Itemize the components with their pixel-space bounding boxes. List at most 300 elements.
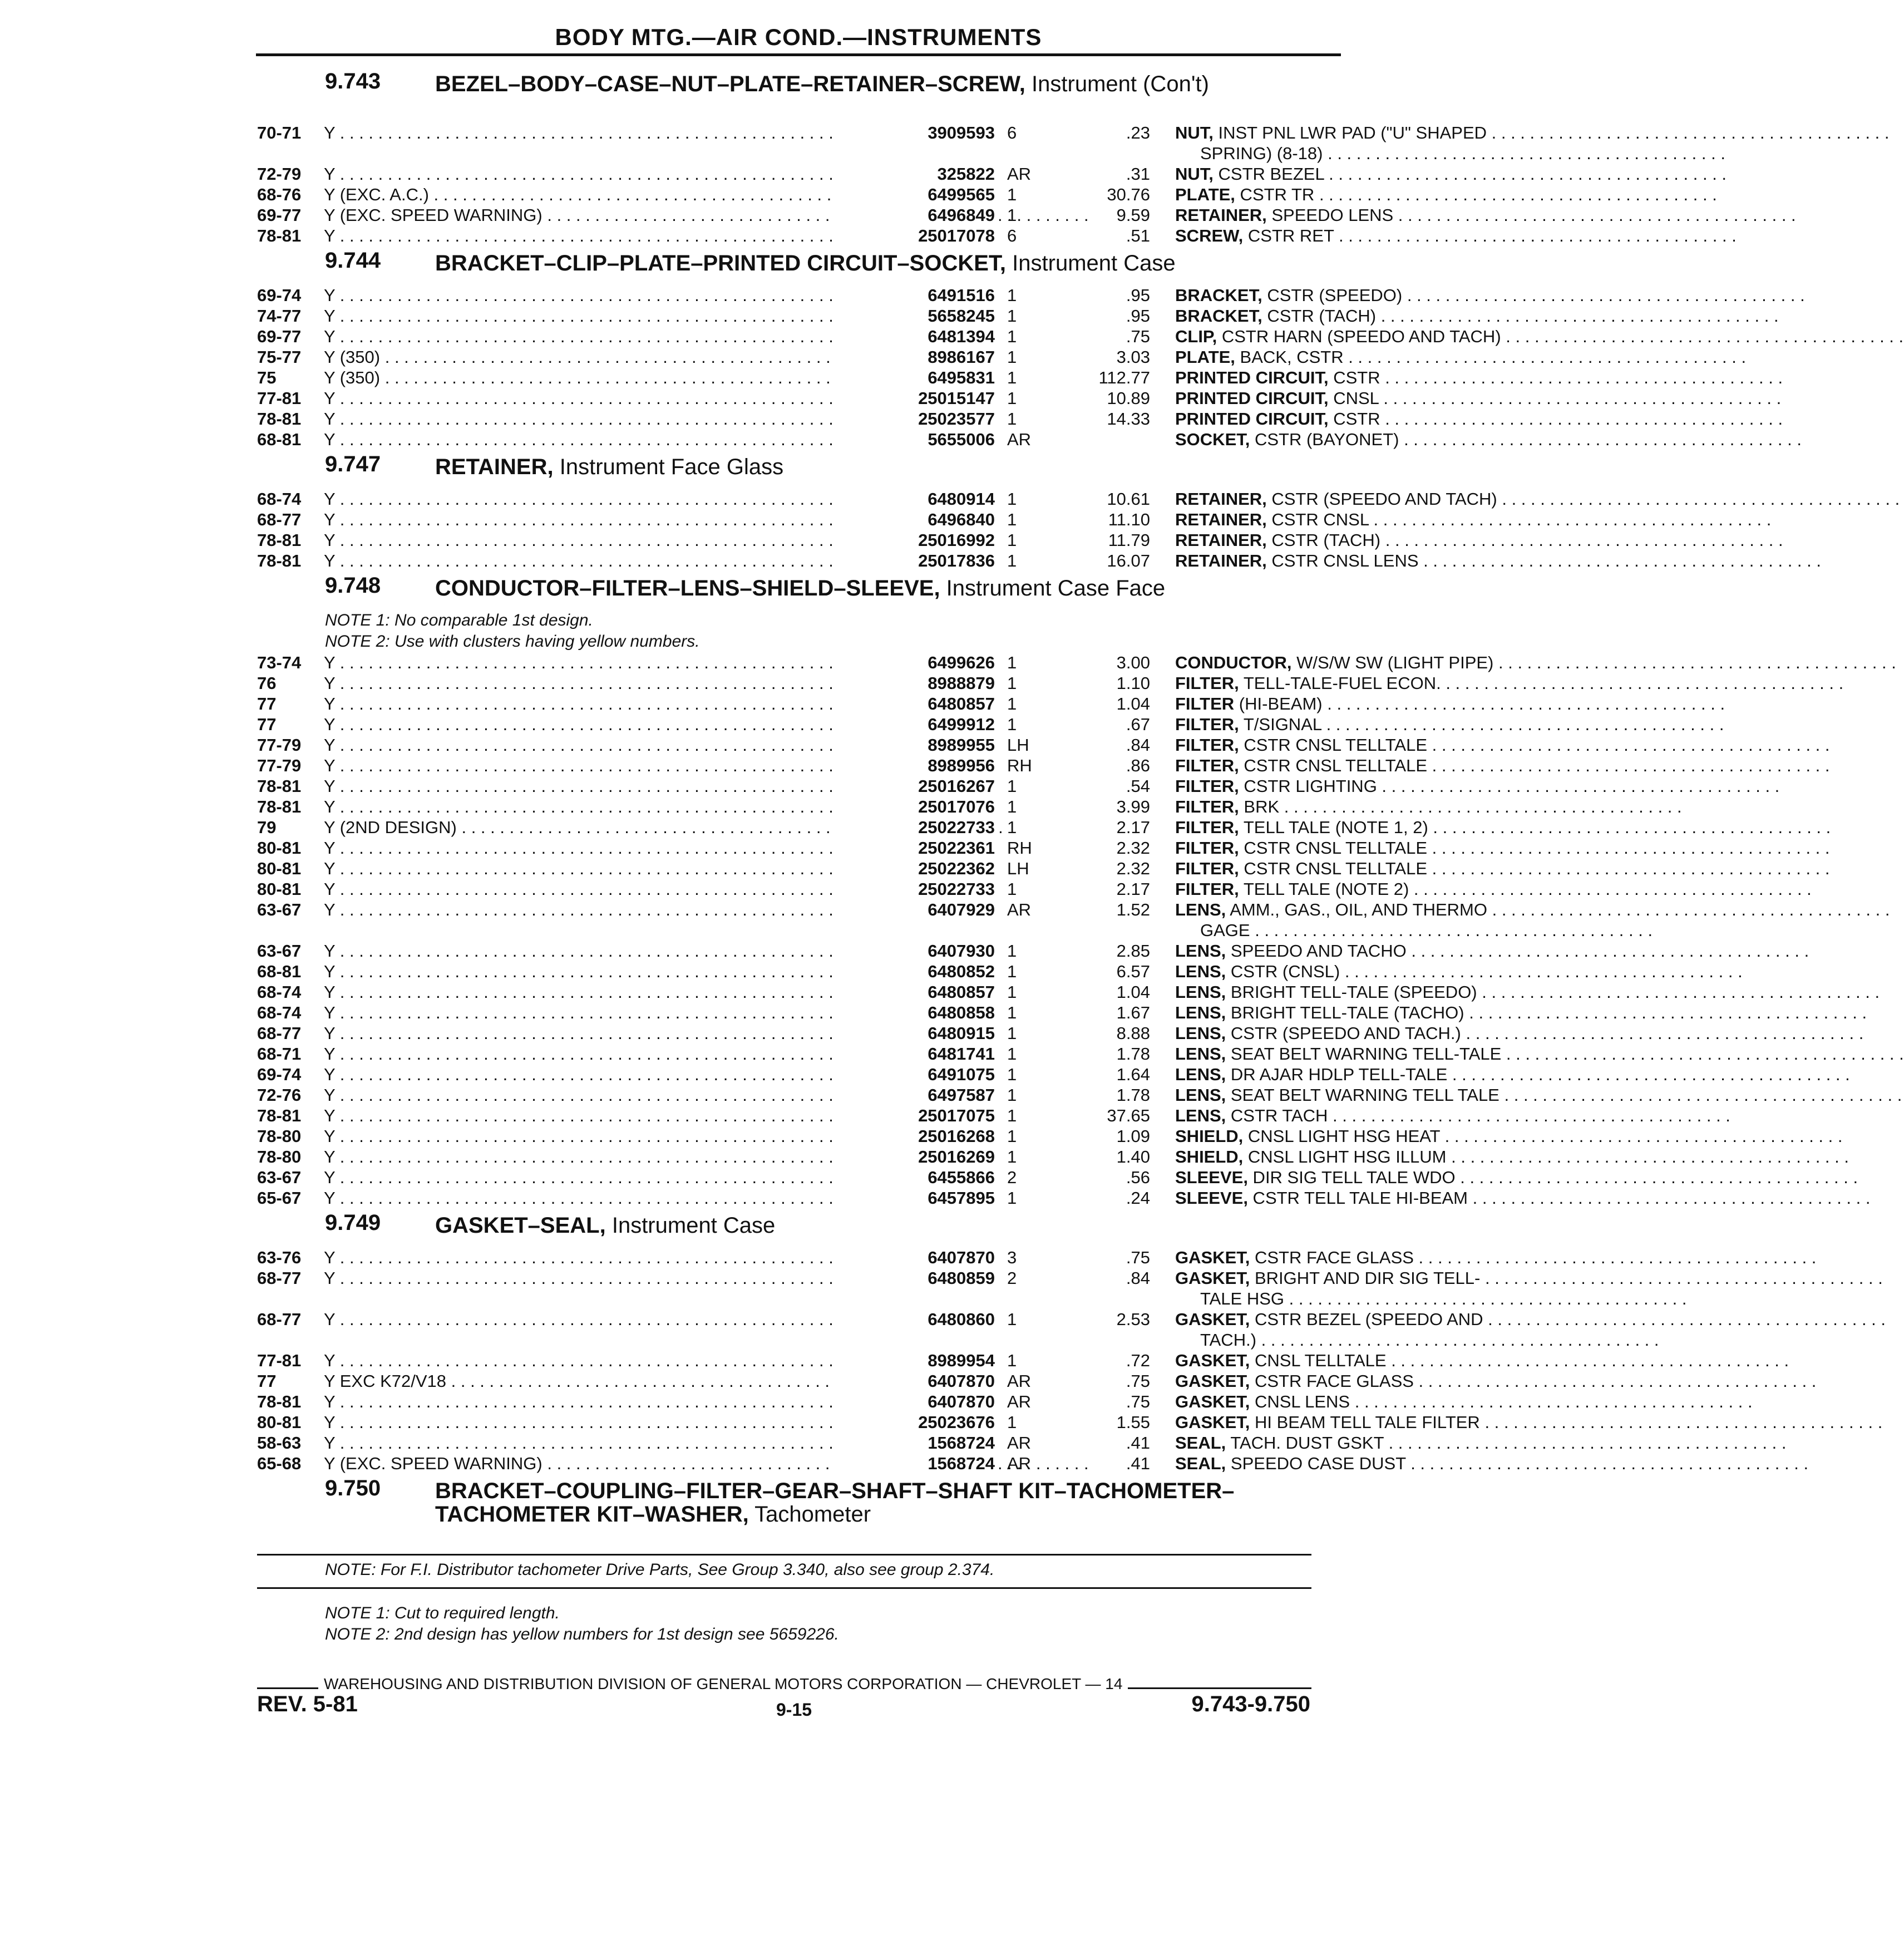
quantity: 1 [1007, 818, 1017, 837]
part-description [1175, 1391, 1570, 1412]
section-number: 9.749 [325, 1210, 381, 1235]
price: .24 [1126, 1188, 1150, 1208]
part-description [1175, 776, 1570, 796]
part-detail: CSTR CNSL TELLTALE [1239, 838, 1428, 858]
part-detail: CNSL TELLTALE [1250, 1351, 1387, 1370]
part-number: 6499912 [836, 714, 995, 735]
model-code: Y . . . [324, 530, 847, 550]
section-title-rest: Instrument Face Glass [553, 455, 784, 479]
part-detail: BRK [1239, 797, 1280, 816]
part-number: 25016267 [836, 776, 995, 796]
part-detail: CSTR (SPEEDO AND TACH.) [1226, 1023, 1461, 1043]
model-years: 74-77 [257, 306, 302, 326]
table-row [257, 225, 1334, 246]
model-code: Y . . . [324, 1309, 847, 1330]
table-row [257, 1391, 1350, 1412]
price: 11.79 [1108, 530, 1150, 550]
section-title-bold: CONDUCTOR–FILTER–LENS–SHIELD–SLEEVE, [435, 576, 940, 601]
price: 1.40 [1116, 1147, 1150, 1166]
page-number: 9-15 [776, 1700, 812, 1720]
section-note-line: NOTE 1: No comparable 1st design. [325, 611, 593, 629]
part-detail: CSTR TR [1235, 185, 1315, 204]
table-row [257, 693, 1323, 714]
price: .75 [1126, 1248, 1150, 1267]
section-title [435, 72, 1270, 96]
model-years: 68-77 [257, 1310, 302, 1329]
quantity: LH [1007, 735, 1029, 755]
section-number: 9.748 [325, 573, 381, 598]
part-description [1175, 1146, 1570, 1167]
quantity: AR [1007, 1371, 1032, 1391]
quantity: 1 [1007, 347, 1017, 367]
part-description [1175, 367, 1570, 388]
part-number: 6480857 [836, 982, 995, 1002]
header-rule [256, 53, 1341, 56]
model-code: Y . . . [324, 489, 847, 509]
part-detail: CSTR (SPEEDO AND TACH) [1266, 489, 1497, 509]
part-name: LENS, [1175, 1023, 1226, 1043]
part-number: 6480914 [836, 489, 995, 509]
footnote-1: NOTE 1: Cut to required length. [325, 1604, 560, 1622]
price: .23 [1126, 123, 1150, 142]
section-title [435, 1479, 1270, 1526]
price: 2.17 [1116, 879, 1150, 899]
quantity: LH [1007, 859, 1029, 878]
model-years: 80-81 [257, 859, 302, 878]
part-number: 25023676 [836, 1412, 995, 1433]
part-number: 6407870 [836, 1247, 995, 1268]
model-years: 65-67 [257, 1188, 302, 1208]
quantity: 1 [1007, 530, 1017, 550]
price: .54 [1126, 776, 1150, 796]
part-detail: CNSL [1328, 388, 1379, 408]
part-name: FILTER [1175, 694, 1235, 713]
part-description [1175, 1188, 1570, 1208]
quantity: 1 [1007, 1085, 1017, 1105]
part-number: 6480857 [836, 693, 995, 714]
table-row [257, 347, 1344, 367]
part-name: NUT, [1175, 164, 1214, 184]
part-description [1175, 164, 1570, 184]
part-name: LENS, [1175, 1085, 1226, 1105]
model-years: 78-81 [257, 530, 302, 550]
part-number: 325822 [836, 164, 995, 184]
part-detail: CSTR (SPEEDO) [1262, 286, 1403, 305]
part-detail: CSTR CNSL [1266, 510, 1369, 529]
part-description [1175, 205, 1570, 225]
model-years: 63-67 [257, 900, 302, 919]
part-detail: CSTR BEZEL (SPEEDO AND [1250, 1310, 1483, 1329]
part-name: GASKET, [1175, 1392, 1250, 1411]
model-code: Y . . . [324, 1412, 847, 1433]
quantity: 1 [1007, 1351, 1017, 1370]
quantity: 1 [1007, 1023, 1017, 1043]
part-name: FILTER, [1175, 756, 1239, 775]
part-name: SHIELD, [1175, 1126, 1244, 1146]
quantity: 1 [1007, 1412, 1017, 1432]
part-name: RETAINER, [1175, 489, 1267, 509]
section-range: 9.743-9.750 [1191, 1692, 1310, 1716]
part-description [1175, 306, 1570, 326]
model-years: 68-74 [257, 982, 302, 1002]
part-description [1175, 714, 1570, 735]
price: 1.09 [1116, 1126, 1150, 1146]
model-years: 77-79 [257, 735, 302, 755]
part-description [1175, 1023, 1570, 1044]
part-detail: CSTR [1328, 409, 1380, 429]
part-number: 25022361 [836, 838, 995, 858]
price: .67 [1126, 715, 1150, 734]
quantity: 1 [1007, 982, 1017, 1002]
model-code: Y . . . [324, 1433, 847, 1453]
section-title-rest: Instrument Case [605, 1213, 776, 1238]
quantity: 1 [1007, 1147, 1017, 1166]
table-row [257, 776, 1377, 796]
model-code: Y . . . [324, 225, 847, 246]
price: 1.55 [1116, 1412, 1150, 1432]
footer-dash-right [1128, 1680, 1311, 1689]
price: .72 [1126, 1351, 1150, 1370]
price: 1.67 [1116, 1003, 1150, 1022]
price: .95 [1126, 306, 1150, 326]
table-row [257, 1371, 1414, 1391]
part-number: 6480852 [836, 961, 995, 982]
part-number: 25017836 [836, 550, 995, 571]
quantity: 1 [1007, 368, 1017, 387]
table-row [257, 1309, 1483, 1350]
part-detail: CSTR TACH [1226, 1106, 1328, 1125]
table-row [257, 388, 1379, 408]
part-name: RETAINER, [1175, 551, 1267, 570]
model-years: 77-81 [257, 388, 302, 408]
part-number: 5658245 [836, 306, 995, 326]
model-code: Y . . . [324, 755, 847, 776]
price: .75 [1126, 327, 1150, 346]
part-number: 6480915 [836, 1023, 995, 1044]
model-code: Y (350) . . . [324, 367, 847, 388]
price: 1.52 [1116, 900, 1150, 919]
price: 8.88 [1116, 1023, 1150, 1043]
part-number: 6499626 [836, 652, 995, 673]
part-description [1175, 1268, 1570, 1288]
model-years: 63-67 [257, 941, 302, 961]
price: 10.89 [1107, 388, 1150, 408]
section-number: 9.750 [325, 1476, 381, 1500]
table-row [257, 817, 1428, 838]
part-number: 6491516 [836, 285, 995, 306]
quantity: 1 [1007, 1003, 1017, 1022]
part-number: 6407870 [836, 1371, 995, 1391]
model-years: 77 [257, 1371, 277, 1391]
part-name: SEAL, [1175, 1454, 1226, 1473]
part-description [1175, 755, 1570, 776]
price: .41 [1126, 1433, 1150, 1453]
model-code: Y . . . [324, 1350, 847, 1371]
part-description [1175, 489, 1570, 509]
table-row [257, 796, 1314, 817]
part-description [1175, 550, 1570, 571]
part-number: 1568724 [836, 1453, 995, 1474]
quantity: 1 [1007, 551, 1017, 570]
table-row [257, 1247, 1414, 1268]
model-years: 68-81 [257, 430, 302, 449]
quantity: 1 [1007, 673, 1017, 693]
part-description [1175, 184, 1570, 205]
quantity: 1 [1007, 776, 1017, 796]
part-detail: INST PNL LWR PAD ("U" SHAPED [1213, 123, 1487, 142]
part-description [1175, 817, 1570, 838]
parts-catalog [257, 67, 1502, 1529]
model-code: Y . . . [324, 285, 847, 306]
part-name: LENS, [1175, 900, 1226, 919]
part-description [1175, 1433, 1570, 1453]
price: 10.61 [1107, 489, 1150, 509]
section-title-rest: Instrument Case [1006, 251, 1176, 275]
model-years: 76 [257, 673, 277, 693]
part-description [1175, 879, 1570, 899]
model-years: 68-77 [257, 510, 302, 529]
part-detail: CSTR TELL TALE HI-BEAM [1247, 1188, 1468, 1208]
price: 112.77 [1098, 368, 1150, 387]
part-number: 6496849 [836, 205, 995, 225]
section-title-rest: Tachometer [748, 1502, 871, 1527]
quantity: 3 [1007, 1248, 1017, 1267]
part-detail: CSTR FACE GLASS [1250, 1248, 1414, 1267]
part-number: 25016269 [836, 1146, 995, 1167]
part-number: 8989955 [836, 735, 995, 755]
quantity: 6 [1007, 123, 1017, 142]
part-number: 25016992 [836, 530, 995, 550]
quantity: 1 [1007, 653, 1017, 672]
model-code: Y . . . [324, 306, 847, 326]
part-description [1175, 693, 1570, 714]
part-detail: SEAT BELT WARNING TELL-TALE [1226, 1044, 1502, 1064]
table-row [257, 1023, 1461, 1044]
part-name: RETAINER, [1175, 530, 1267, 550]
quantity: 1 [1007, 409, 1017, 429]
part-description [1175, 509, 1570, 530]
price: 11.10 [1108, 510, 1150, 529]
part-number: 6491075 [836, 1064, 995, 1085]
section-heading [257, 67, 1314, 122]
model-years: 75 [257, 368, 277, 387]
model-code: Y . . . [324, 982, 847, 1002]
model-years: 79 [257, 818, 277, 837]
model-code: Y . . . [324, 796, 847, 817]
quantity: 1 [1007, 286, 1017, 305]
part-number: 25022362 [836, 858, 995, 879]
model-years: 68-74 [257, 1003, 302, 1022]
part-description [1175, 838, 1570, 858]
part-description [1175, 1044, 1570, 1064]
quantity: RH [1007, 838, 1032, 858]
section-title-rest: Instrument (Con't) [1025, 72, 1209, 96]
price: .41 [1126, 1454, 1150, 1473]
quantity: AR [1007, 1392, 1032, 1411]
part-detail: CSTR CNSL TELLTALE [1239, 735, 1428, 755]
model-years: 80-81 [257, 879, 302, 899]
part-name: SOCKET, [1175, 430, 1250, 449]
table-row [257, 205, 1394, 225]
quantity: 1 [1007, 715, 1017, 734]
part-name: LENS, [1175, 1044, 1226, 1064]
part-name: SEAL, [1175, 1433, 1226, 1453]
price: 2.17 [1116, 818, 1150, 837]
part-description [1175, 961, 1570, 982]
part-name: SHIELD, [1175, 1147, 1244, 1166]
table-row [257, 164, 1324, 184]
model-years: 77-79 [257, 756, 302, 775]
model-years: 65-68 [257, 1454, 302, 1473]
section-heading [257, 246, 1314, 285]
model-code: Y . . . [324, 879, 847, 899]
model-code: Y . . . [324, 1188, 847, 1208]
table-row [257, 1350, 1387, 1371]
model-code: Y . . . [324, 429, 847, 450]
page-title: BODY MTG.—AIR COND.—INSTRUMENTS [555, 24, 1042, 50]
model-years: 80-81 [257, 838, 302, 858]
model-code: Y . . . [324, 1247, 847, 1268]
model-code: Y . . . [324, 899, 847, 920]
model-code: Y . . . [324, 838, 847, 858]
part-description [1175, 899, 1570, 920]
part-number: 6495831 [836, 367, 995, 388]
part-description-cont: TACH.) . . . [1200, 1330, 1570, 1350]
part-name: BRACKET, [1175, 286, 1262, 305]
quantity: 1 [1007, 185, 1017, 204]
part-number: 6499565 [836, 184, 995, 205]
part-name: PRINTED CIRCUIT, [1175, 409, 1329, 429]
part-number: 6457895 [836, 1188, 995, 1208]
table-row [257, 838, 1428, 858]
model-code: Y . . . [324, 388, 847, 408]
part-name: GASKET, [1175, 1248, 1250, 1267]
quantity: AR [1007, 1454, 1032, 1473]
part-detail: CSTR FACE GLASS [1250, 1371, 1414, 1391]
model-years: 58-63 [257, 1433, 302, 1453]
part-detail: SPEEDO CASE DUST [1226, 1454, 1406, 1473]
revision: REV. 5-81 [257, 1692, 358, 1716]
quantity: AR [1007, 1433, 1032, 1453]
part-number: 25022733 [836, 817, 995, 838]
part-description [1175, 388, 1570, 408]
table-row [257, 530, 1381, 550]
model-years: 69-77 [257, 327, 302, 346]
part-number: 25017076 [836, 796, 995, 817]
table-row [257, 1167, 1456, 1188]
division-text: WAREHOUSING AND DISTRIBUTION DIVISION OF GENERAL MOTORS CORPORATION — CHEVROLET — 14 [324, 1675, 1123, 1692]
table-row [257, 1044, 1502, 1064]
price: 37.65 [1107, 1106, 1150, 1125]
part-description [1175, 1412, 1570, 1433]
model-years: 75-77 [257, 347, 302, 367]
model-code: Y (2ND DESIGN) . . . [324, 817, 847, 838]
price: 2.53 [1116, 1310, 1150, 1329]
part-name: FILTER, [1175, 879, 1239, 899]
part-number: 25016268 [836, 1126, 995, 1146]
section-title-bold: BRACKET–COUPLING–FILTER–GEAR–SHAFT–SHAFT KIT–TACHOMETER–TACHOMETER KIT–WASHER, [435, 1479, 1235, 1527]
part-description [1175, 1247, 1570, 1268]
part-detail: CNSL LENS [1250, 1392, 1350, 1411]
part-number: 25015147 [836, 388, 995, 408]
price: .86 [1126, 756, 1150, 775]
table-row [257, 735, 1428, 755]
model-years: 63-76 [257, 1248, 302, 1267]
model-code: Y . . . [324, 550, 847, 571]
model-code: Y (EXC. A.C.) . . . [324, 184, 847, 205]
model-years: 78-80 [257, 1126, 302, 1146]
part-description [1175, 122, 1570, 143]
page-header [256, 23, 1341, 56]
model-years: 68-81 [257, 962, 302, 981]
price: 6.57 [1116, 962, 1150, 981]
table-row [257, 122, 1487, 164]
quantity: 1 [1007, 1188, 1017, 1208]
part-description [1175, 1371, 1570, 1391]
part-description [1175, 326, 1570, 347]
part-detail: SEAT BELT WARNING TELL TALE [1226, 1085, 1499, 1105]
part-name: PLATE, [1175, 347, 1235, 367]
part-detail: CSTR (TACH) [1266, 530, 1381, 550]
model-code: Y . . . [324, 858, 847, 879]
part-number: 25022733 [836, 879, 995, 899]
table-row [257, 1268, 1481, 1309]
section-number: 9.747 [325, 452, 381, 476]
part-name: FILTER, [1175, 715, 1239, 734]
model-code: Y . . . [324, 326, 847, 347]
quantity: 1 [1007, 1310, 1017, 1329]
model-years: 63-67 [257, 1168, 302, 1187]
model-years: 80-81 [257, 1412, 302, 1432]
part-name: CONDUCTOR, [1175, 653, 1292, 672]
part-description [1175, 1085, 1570, 1105]
part-name: FILTER, [1175, 735, 1239, 755]
price: 3.00 [1116, 653, 1150, 672]
price: 3.03 [1116, 347, 1150, 367]
part-description [1175, 530, 1570, 550]
part-name: BRACKET, [1175, 306, 1262, 326]
model-code: Y (EXC. SPEED WARNING) . . . [324, 205, 847, 225]
section-title [435, 455, 1270, 479]
part-detail: CSTR HARN (SPEEDO AND TACH) [1217, 327, 1501, 346]
model-code: Y . . . [324, 1085, 847, 1105]
quantity: RH [1007, 756, 1032, 775]
model-years: 78-80 [257, 1147, 302, 1166]
part-detail: CSTR CNSL LENS [1266, 551, 1419, 570]
table-row [257, 1064, 1448, 1085]
part-detail: TELL TALE (NOTE 1, 2) [1239, 818, 1428, 837]
part-detail: CSTR BEZEL [1213, 164, 1324, 184]
section-title [435, 577, 1270, 600]
table-row [257, 673, 1441, 693]
model-years: 78-81 [257, 409, 302, 429]
table-row [257, 652, 1494, 673]
price: 1.10 [1116, 673, 1150, 693]
part-description [1175, 673, 1570, 693]
part-name: FILTER, [1175, 818, 1239, 837]
model-years: 68-76 [257, 185, 302, 204]
table-row [257, 1433, 1384, 1453]
model-code: Y . . . [324, 1044, 847, 1064]
quantity: 1 [1007, 941, 1017, 961]
note-rule-top [257, 1554, 1311, 1556]
part-detail: CSTR LIGHTING [1239, 776, 1377, 796]
section-title-bold: BRACKET–CLIP–PLATE–PRINTED CIRCUIT–SOCKET, [435, 251, 1007, 275]
quantity: 2 [1007, 1268, 1017, 1288]
part-detail: W/S/W SW (LIGHT PIPE) [1291, 653, 1494, 672]
part-name: SLEEVE, [1175, 1188, 1248, 1208]
table-row [257, 961, 1340, 982]
